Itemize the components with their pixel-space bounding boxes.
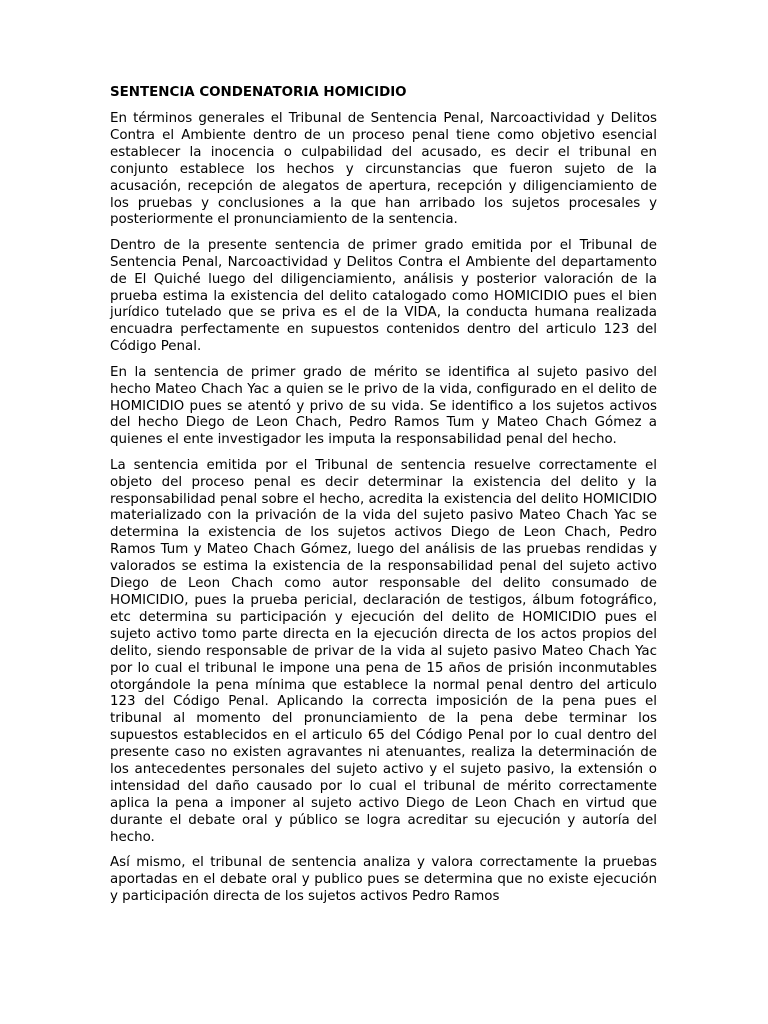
document-title: SENTENCIA CONDENATORIA HOMICIDIO — [110, 85, 407, 100]
paragraph-4: La sentencia emitida por el Tribunal de sentencia resuelve correctamente el objeto del proceso penal es decir determinar la existencia del delito y la responsabilidad penal sobre el hecho, acredita la existencia del delito HOMICIDIO materializado con la privación de la vida del sujeto pasivo Mateo Chach Yac se determina la existencia de los sujetos activos Diego de Leon Chach, Pedro Ramos Tum y Mateo Chach Gómez, luego del análisis de las pruebas rendidas y valorados se estima la existencia de la responsabilidad penal del sujeto activo Diego de Leon Chach como autor responsable del delito consumado de HOMICIDIO, pues la prueba pericial, declaración de testigos, álbum fotográfico, etc determina su participación y ejecución del delito de HOMICIDIO pues el sujeto activo tomo parte directa en la ejecución directa de los actos propios del delito, siendo responsable de privar de la vida al sujeto pasivo Mateo Chach Yac por lo cual el tribunal le impone una pena de 15 años de prisión inconmutables otorgándole la pena mínima que establece la normal penal dentro del articulo 123 del Código Penal. Aplicando la correcta imposición de la pena pues el tribunal al momento del pronunciamiento de la pena debe terminar los supuestos establecidos en el articulo 65 del Código Penal por lo cual dentro del presente caso no existen agravantes ni atenuantes, realiza la determinación de los antecedentes personales del sujeto activo y el sujeto pasivo, la extensión o intensidad del daño causado por lo cual el tribunal de mérito correctamente aplica la pena a imponer al sujeto activo Diego de Leon Chach en virtud que durante el debate oral y público se logra acreditar su ejecución y autoría del hecho. — [110, 457, 657, 845]
paragraph-1: En términos generales el Tribunal de Sentencia Penal, Narcoactividad y Delitos Contra el Ambiente dentro de un proceso penal tiene como objetivo esencial establecer la inocencia o culpabilidad del acusado, es decir el tribunal en conjunto establece los hechos y circunstancias que fueron sujeto de la acusación, recepción de alegatos de apertura, recepción y diligenciamiento de los pruebas y conclusiones a la que han arribado los sujetos procesales y posteriormente el pronunciamiento de la sentencia. — [110, 111, 657, 228]
paragraph-3: En la sentencia de primer grado de mérito se identifica al sujeto pasivo del hecho Mateo Chach Yac a quien se le privo de la vida, configurado en el delito de HOMICIDIO pues se atentó y privo de su vida. Se identifico a los sujetos activos del hecho Diego de Leon Chach, Pedro Ramos Tum y Mateo Chach Gómez a quienes el ente investigador les imputa la responsabilidad penal del hecho. — [110, 364, 657, 448]
paragraph-2: Dentro de la presente sentencia de primer grado emitida por el Tribunal de Sentencia Penal, Narcoactividad y Delitos Contra el Ambiente del departamento de El Quiché luego del diligenciamiento, análisis y posterior valoración de la prueba estima la existencia del delito catalogado como HOMICIDIO pues el bien jurídico tutelado que se priva es el de la VIDA, la conducta humana realizada encuadra perfectamente en supuestos contenidos dentro del articulo 123 del Código Penal. — [110, 237, 657, 355]
paragraph-5: Así mismo, el tribunal de sentencia analiza y valora correctamente la pruebas aportadas en el debate oral y publico pues se determina que no existe ejecución y participación directa de los sujetos activos Pedro Ramos — [110, 855, 657, 904]
document-page — [110, 84, 657, 914]
